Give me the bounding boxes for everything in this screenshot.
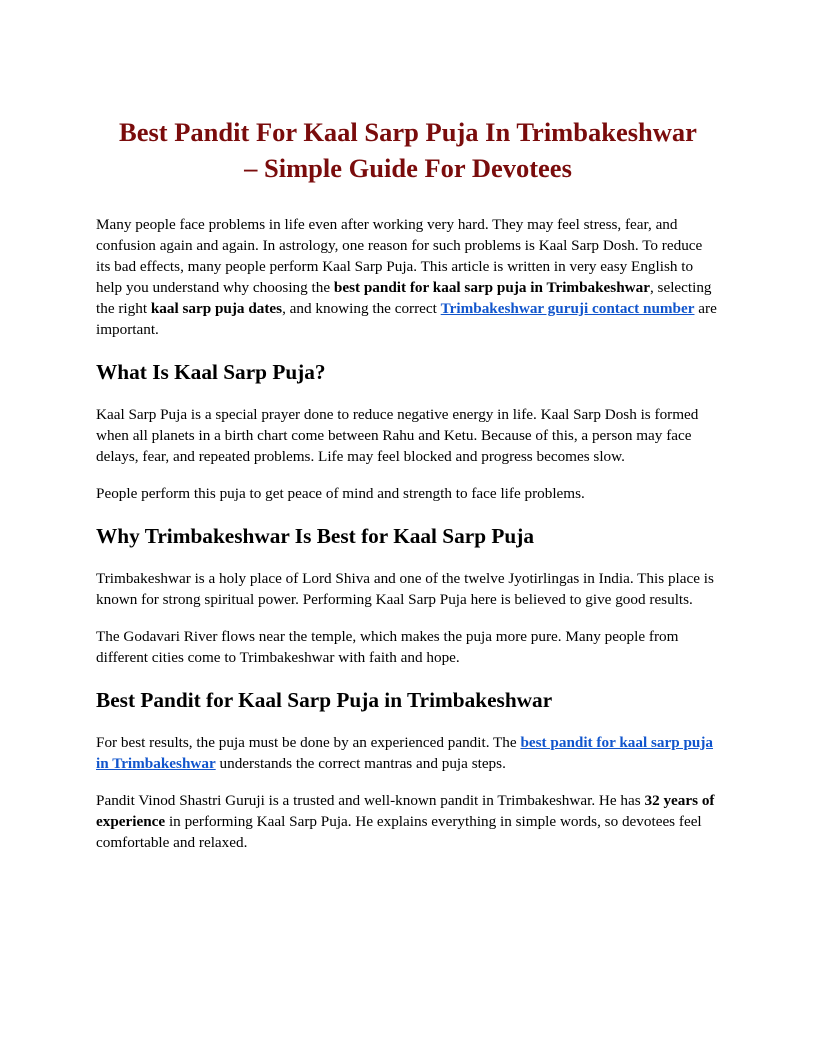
best-p1-text-1: For best results, the puja must be done by an experienced pandit. The — [96, 734, 521, 751]
experience-bold: 32 years of experience — [96, 792, 715, 830]
why-paragraph-1: Trimbakeshwar is a holy place of Lord Shiva and one of the twelve Jyotirlingas in India. This place is known for strong spiritual power. Performing Kaal Sarp Puja here is believed to give good results. — [96, 570, 714, 608]
guruji-contact-link[interactable]: Trimbakeshwar guruji contact number — [440, 300, 695, 317]
why-paragraph-2: The Godavari River flows near the temple, which makes the puja more pure. Many people from different cities come to Trimbakeshwar with faith and hope. — [96, 628, 679, 666]
best-paragraph-2 — [96, 790, 720, 853]
intro-text-1: Many people face problems in life even after working very hard. They may feel stress, fear, and confusion again and again. In astrology, one reason for such problems is Kaal Sarp Dosh. To reduce its bad effects, many people perform Kaal Sarp Puja. This article is written in very easy English to help you understand why choosing the — [96, 216, 703, 296]
best-paragraph-1 — [96, 732, 720, 774]
intro-text-4: are important. — [96, 300, 717, 338]
title-line-2: – Simple Guide For Devotees — [244, 153, 572, 183]
document-page — [96, 114, 720, 853]
intro-paragraph — [96, 214, 720, 340]
best-p2-text-2: in performing Kaal Sarp Puja. He explains everything in simple words, so devotees feel comfortable and relaxed. — [96, 813, 702, 851]
intro-text-2: , selecting the right — [96, 279, 712, 317]
what-paragraph-1: Kaal Sarp Puja is a special prayer done to reduce negative energy in life. Kaal Sarp Dosh is formed when all planets in a birth chart come between Rahu and Ketu. Because of this, a person may face delays, fear, and repeated problems. Life may feel blocked and progress becomes slow. — [96, 406, 699, 465]
title-line-1: Best Pandit For Kaal Sarp Puja In Trimbakeshwar — [119, 117, 697, 147]
intro-text-3: , and knowing the correct — [282, 300, 441, 317]
page-title — [96, 114, 720, 186]
intro-bold-keyword-1: best pandit for kaal sarp puja in Trimbakeshwar — [333, 279, 650, 296]
best-pandit-link[interactable]: best pandit for kaal sarp puja in Trimbakeshwar — [96, 734, 714, 772]
what-paragraph-2: People perform this puja to get peace of mind and strength to face life problems. — [96, 485, 585, 502]
intro-bold-keyword-2: kaal sarp puja dates — [150, 300, 283, 317]
heading-what-is-kaal-sarp-puja: What Is Kaal Sarp Puja? — [96, 360, 326, 384]
heading-best-pandit: Best Pandit for Kaal Sarp Puja in Trimbakeshwar — [96, 688, 553, 712]
best-p2-text-1: Pandit Vinod Shastri Guruji is a trusted and well-known pandit in Trimbakeshwar. He has — [96, 792, 645, 809]
best-p1-text-2: understands the correct mantras and puja steps. — [215, 755, 506, 772]
heading-why-trimbakeshwar: Why Trimbakeshwar Is Best for Kaal Sarp Puja — [96, 524, 535, 548]
